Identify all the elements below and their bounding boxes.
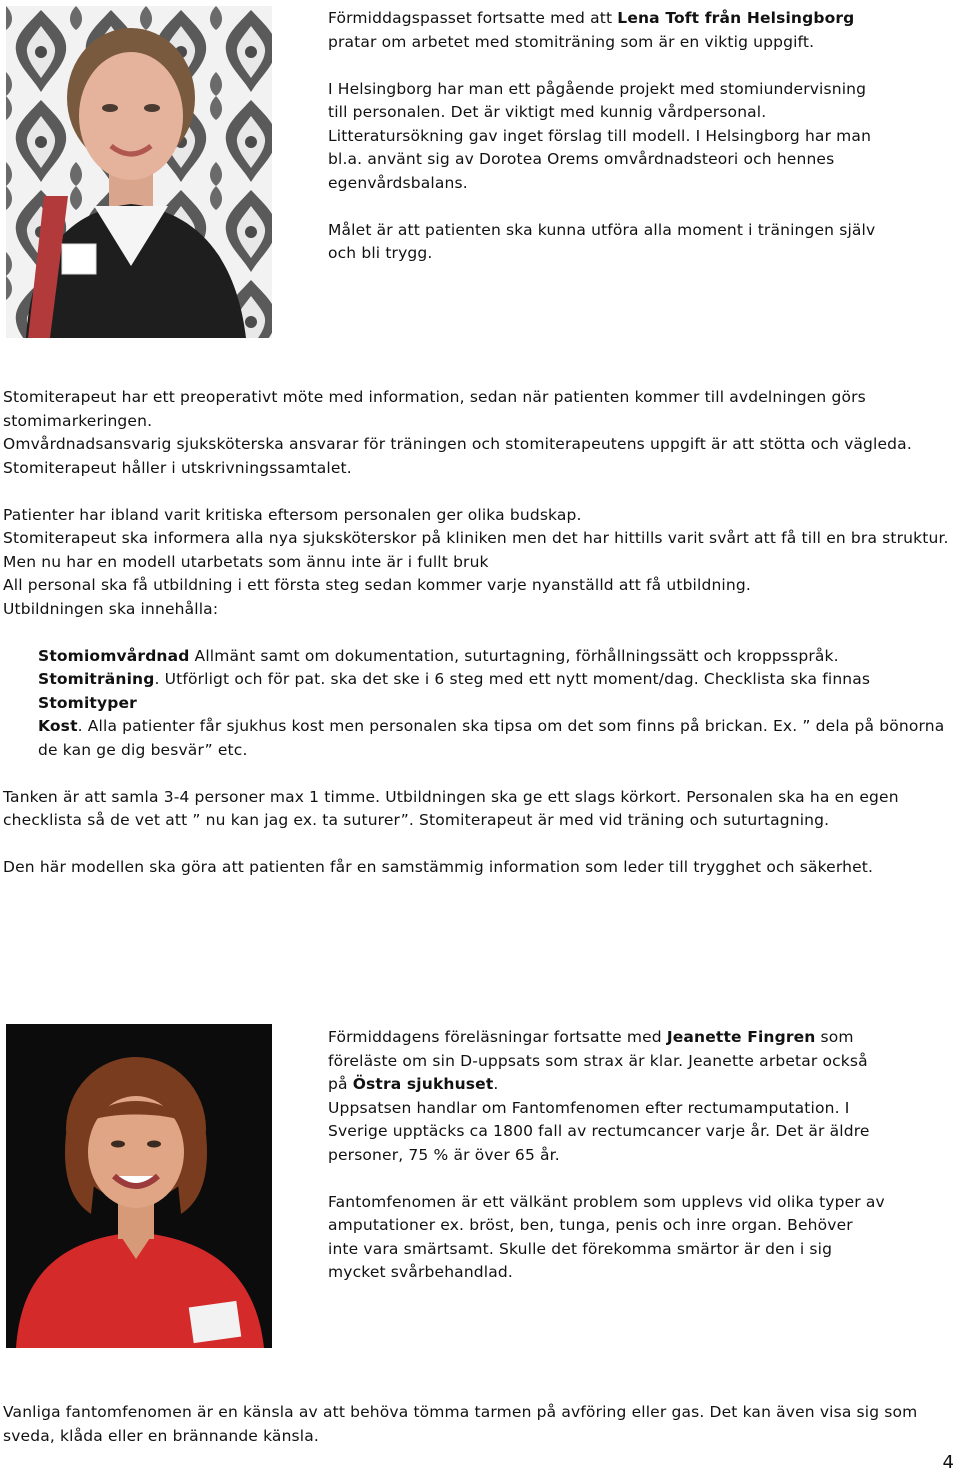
paragraph: Tanken är att samla 3-4 personer max 1 timme. Utbildningen ska ge ett slags körkort. Personalen ska ha en egen checklista så de vet att ” nu kan jag ex. ta suturer”. Stomiterapeut är med vid träning och suturtagning.	[3, 787, 899, 829]
paragraph: Stomiterapeut ska informera alla nya sjuksköterskor på kliniken men det har hittills varit svårt att få till en bra struktur. Men nu har en modell utarbetats som ännu inte är i fullt bruk	[3, 529, 949, 571]
list-item	[38, 668, 953, 692]
intro-text: Förmiddagspasset fortsatte med att	[328, 9, 618, 27]
hospital-name: Östra sjukhuset	[352, 1075, 494, 1093]
training-content-list	[3, 645, 953, 763]
lecture-text: Förmiddagens föreläsningar fortsatte med	[328, 1028, 667, 1046]
paragraph: Patienter har ibland varit kritiska eftersom personalen ger olika budskap.	[3, 505, 582, 524]
list-text: . Utförligt och för pat. ska det ske i 6 steg med ett nytt moment/dag. Checklista ska finnas	[154, 670, 871, 688]
intro-text-end: pratar om arbetet med stomiträning som är en viktig uppgift.	[328, 32, 815, 51]
portrait-photo-lena-toft	[6, 6, 272, 338]
paragraph: Stomiterapeut håller i utskrivningssamtalet.	[3, 458, 352, 477]
lecture-text: som föreläste om sin D-uppsats som strax är klar. Jeanette arbetar också på	[328, 1028, 868, 1093]
speaker-name: Lena Toft från Helsingborg	[617, 9, 855, 27]
speaker-name: Jeanette Fingren	[666, 1028, 816, 1046]
page-number: 4	[942, 1452, 954, 1473]
stomatherapist-text-block	[3, 386, 953, 880]
paragraph: All personal ska få utbildning i ett första steg sedan kommer varje nyanställd att få utbildning.	[3, 576, 751, 594]
lecture-text: .	[493, 1075, 499, 1093]
lecture-text-block	[328, 1026, 888, 1285]
thesis-paragraph: Uppsatsen handlar om Fantomfenomen efter rectumamputation. I Sverige upptäcks ca 1800 fall av rectumcancer varje år. Det är äldre personer, 75 % är över 65 år.	[328, 1098, 870, 1164]
list-text: . Alla patienter får sjukhus kost men personalen ska tipsa om det som finns på brickan. Ex. ” dela på bönorna de kan ge dig besvär” etc.	[38, 717, 945, 759]
portrait-photo-jeanette-fingren	[6, 1024, 272, 1348]
list-item	[38, 645, 953, 669]
lecture-intro-paragraph	[328, 1026, 888, 1097]
paragraph: Den här modellen ska göra att patienten får en samstämmig information som leder till trygghet och säkerhet.	[3, 858, 874, 876]
paragraph: Omvårdnadsansvarig sjuksköterska ansvarar för träningen och stomiterapeutens uppgift är att stötta och vägleda.	[3, 435, 912, 453]
project-paragraph: I Helsingborg har man ett pågående projekt med stomiundervisning till personalen. Det är viktigt med kunnig vårdpersonal. Litteratursökning gav inget förslag till modell. I Helsingborg har man bl.a. använt sig av Dorotea Orems omvårdnadsteori och hennes egenvårdsbalans.	[328, 79, 872, 192]
list-item	[38, 692, 953, 716]
paragraph: Stomiterapeut har ett preoperativt möte med information, sedan när patienten kommer till avdelningen görs stomimarkeringen.	[3, 388, 866, 430]
goal-paragraph: Målet är att patienten ska kunna utföra alla moment i träningen själv och bli trygg.	[328, 220, 876, 262]
list-term: Stomiomvårdnad	[38, 646, 190, 665]
paragraph: Utbildningen ska innehålla:	[3, 599, 219, 618]
list-term: Stomityper	[38, 693, 137, 712]
phantom-paragraph: Fantomfenomen är ett välkänt problem som upplevs vid olika typer av amputationer ex. bröst, ben, tunga, penis och inre organ. Behöver inte vara smärtsamt. Skulle det förekomma smärtor är den i sig mycket svårbehandlad.	[328, 1192, 885, 1281]
list-term: Stomiträning	[38, 670, 155, 688]
paragraph: Vanliga fantomfenomen är en känsla av att behöva tömma tarmen på avföring eller gas. Det kan även visa sig som sveda, klåda eller en brännande känsla.	[3, 1403, 918, 1445]
intro-text-block	[328, 7, 888, 266]
intro-paragraph	[328, 7, 888, 54]
list-item	[38, 715, 953, 762]
list-term: Kost	[38, 717, 78, 735]
list-text: Allmänt samt om dokumentation, suturtagning, förhållningssätt och kroppsspråk.	[189, 646, 839, 665]
closing-text-block	[3, 1401, 938, 1448]
